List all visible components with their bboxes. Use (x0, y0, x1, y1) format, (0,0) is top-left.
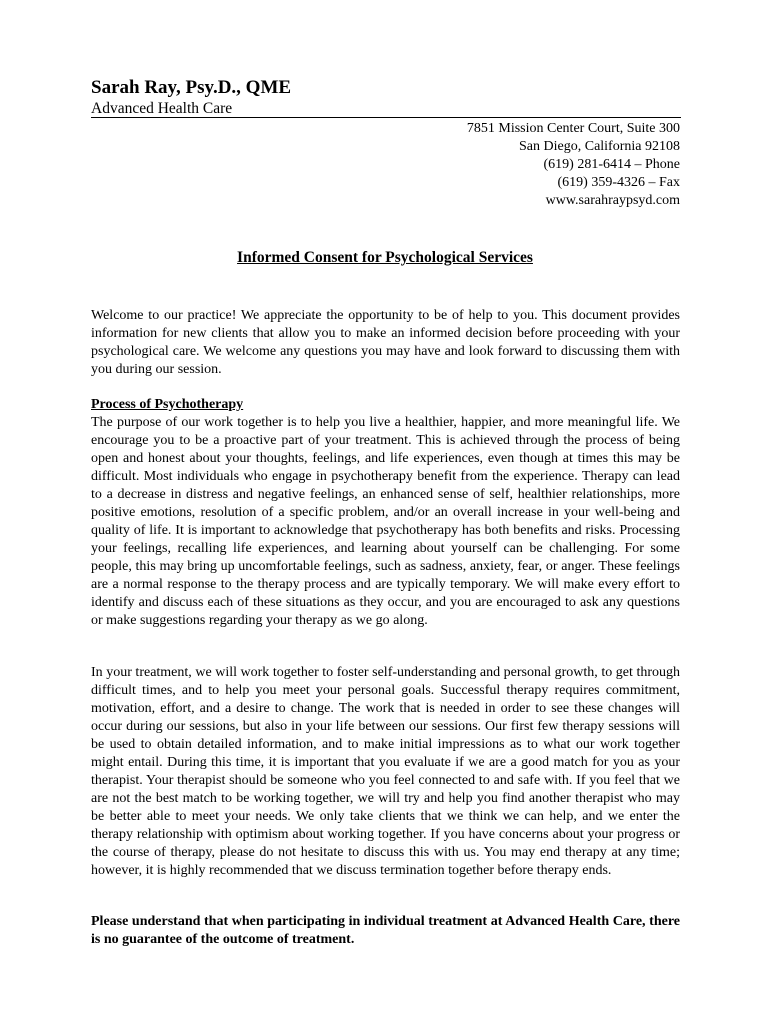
contact-block (467, 120, 680, 210)
process-paragraph-2: In your treatment, we will work together to foster self-understanding and personal growth, to get through difficult times, and to help you meet your personal goals. Successful therapy requires commitment, motivation, effort, and a desire to change. The work that is needed in order to see these changes will occur during our sessions, but also in your life between our sessions. Our first few therapy sessions will be used to obtain detailed information, and to make initial impressions as to what our work together might entail. During this time, it is important that you evaluate if we are a good match for you as your therapist. Your therapist should be someone who you feel connected to and safe with. If you feel that we are not the best match to be working together, we will try and help you find another therapist who may be better able to meet your needs. We only take clients that we think we can help, and we enter the therapy relationship with optimism about working together. If you have concerns about your progress or the course of therapy, please do not hesitate to discuss this with us. You may end therapy at any time; however, it is highly recommended that we discuss termination together before therapy ends. (91, 665, 680, 878)
fax-number: (619) 359-4326 – Fax (557, 175, 680, 190)
document-title: Informed Consent for Psychological Services (237, 249, 533, 266)
section-heading: Process of Psychotherapy (91, 397, 244, 412)
header-rule (91, 117, 681, 118)
practitioner-name: Sarah Ray, Psy.D., QME (91, 77, 292, 98)
address-line-1: 7851 Mission Center Court, Suite 300 (466, 121, 680, 136)
address-line-2: San Diego, California 92108 (519, 139, 680, 154)
organization-name: Advanced Health Care (91, 100, 233, 117)
process-paragraph-1: The purpose of our work together is to help you live a healthier, happier, and more meaningful life. We encourage you to be a proactive part of your treatment. This is achieved through the process of being open and honest about your thoughts, feelings, and life experiences, even though at times this may be difficult. Most individuals who engage in psychotherapy benefit from the experience. Therapy can lead to a decrease in distress and negative feelings, an enhanced sense of self, healthier relationships, more positive emotions, resolution of a specific problem, and/or an overall increase in your well-being and quality of life. It is important to acknowledge that psychotherapy has both benefits and risks. Processing your feelings, recalling life experiences, and learning about yourself can be challenging. For some people, this may bring up uncomfortable feelings, such as sadness, anxiety, fear, or anger. These feelings are a normal response to the therapy process and are typically temporary. We will make every effort to identify and discuss each of these situations as they occur, and you are encouraged to ask any questions or make suggestions regarding your therapy as we go along. (91, 415, 680, 628)
outcome-notice: Please understand that when participating in individual treatment at Advanced Health Care, there is no guarantee of the outcome of treatment. (91, 914, 680, 947)
phone-number: (619) 281-6414 – Phone (543, 157, 680, 172)
intro-paragraph: Welcome to our practice! We appreciate the opportunity to be of help to you. This document provides information for new clients that allow you to make an informed decision before proceeding with your psychological care. We welcome any questions you may have and look forward to discussing them with you during our session. (91, 308, 680, 377)
website: www.sarahraypsyd.com (545, 193, 680, 208)
